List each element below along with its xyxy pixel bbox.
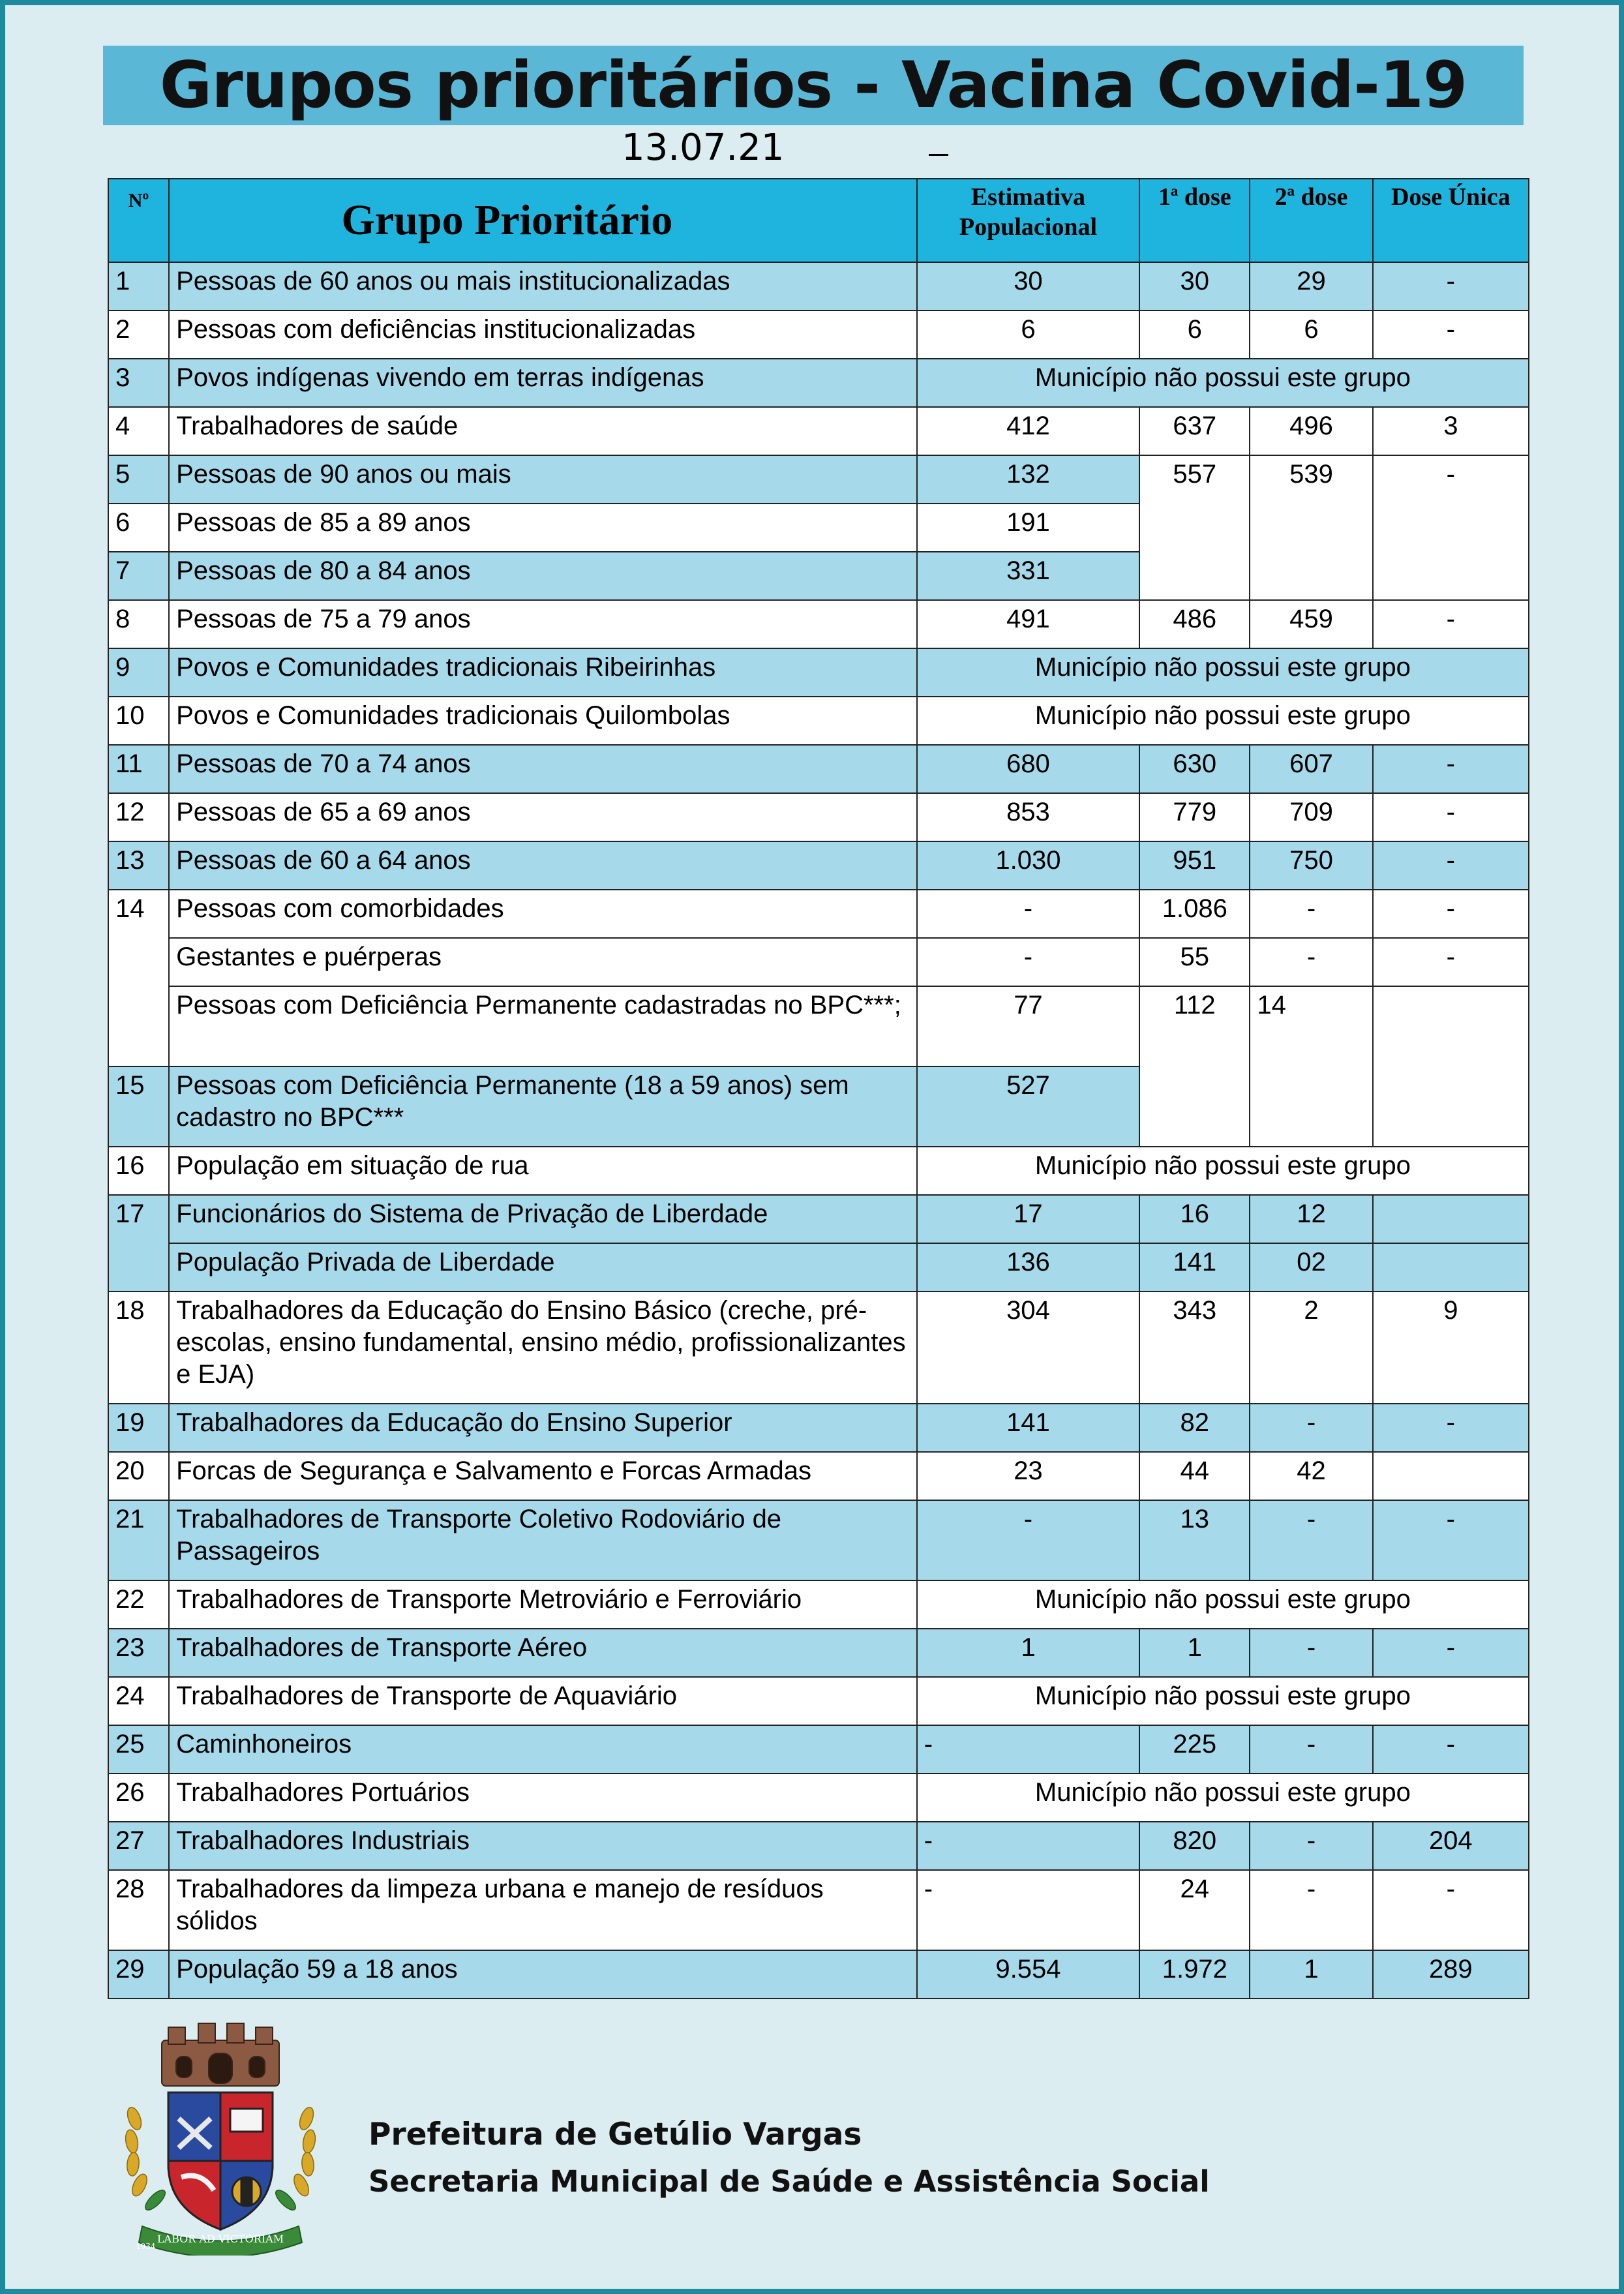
row-group: Trabalhadores da Educação do Ensino Superior	[169, 1404, 917, 1452]
row-group: Funcionários do Sistema de Privação de Liberdade	[169, 1195, 917, 1243]
row-dose2: 42	[1250, 1452, 1372, 1500]
row-dose1: 486	[1139, 600, 1250, 648]
row-dose2: -	[1250, 1725, 1372, 1773]
row-dose1: 82	[1139, 1404, 1250, 1452]
no-group-message: Município não possui este grupo	[917, 1677, 1529, 1725]
table-row	[108, 600, 1529, 648]
row-number: 11	[108, 745, 169, 793]
table-row	[108, 1500, 1529, 1580]
row-dose1: 13	[1139, 1500, 1250, 1580]
no-group-message: Município não possui este grupo	[917, 1773, 1529, 1822]
page-title: Grupos prioritários - Vacina Covid-19	[103, 46, 1524, 125]
row-dose2: 750	[1250, 841, 1372, 890]
row-dose2: -	[1250, 1870, 1372, 1950]
row-estimate: 136	[917, 1243, 1139, 1291]
row-number: 18	[108, 1291, 169, 1404]
row-group: População Privada de Liberdade	[169, 1243, 917, 1291]
row-single-dose: 204	[1373, 1822, 1529, 1870]
row-dose2: 6	[1250, 310, 1372, 359]
header-dose2: 2ª dose	[1250, 179, 1372, 262]
row-dose1: 820	[1139, 1822, 1250, 1870]
row-single-dose: 9	[1373, 1291, 1529, 1404]
row-single-dose	[1373, 1452, 1529, 1500]
row-single-dose: -	[1373, 310, 1529, 359]
row-dose1: 343	[1139, 1291, 1250, 1404]
row-group: Povos e Comunidades tradicionais Quilombolas	[169, 697, 917, 745]
row-number: 9	[108, 648, 169, 697]
shield-icon	[168, 2092, 273, 2229]
row-estimate: 23	[917, 1452, 1139, 1500]
header-single-dose: Dose Única	[1373, 179, 1529, 262]
municipal-crest-logo	[116, 2021, 325, 2256]
row-dose2: -	[1250, 1822, 1372, 1870]
row-dose2: 02	[1250, 1243, 1372, 1291]
row-number: 22	[108, 1580, 169, 1629]
row-single-dose: -	[1373, 1404, 1529, 1452]
header-number: Nº	[108, 179, 169, 262]
dash-mark	[929, 154, 948, 156]
row-estimate: -	[917, 1500, 1139, 1580]
row-dose2: 29	[1250, 262, 1372, 310]
table-row	[108, 1580, 1529, 1629]
row-estimate: 9.554	[917, 1950, 1139, 1999]
row-single-dose: -	[1373, 1629, 1529, 1677]
row-number: 12	[108, 793, 169, 841]
row-group: População 59 a 18 anos	[169, 1950, 917, 1999]
row-number: 5	[108, 455, 169, 504]
table-row	[108, 1870, 1529, 1950]
merged-dose2-80plus: 539	[1250, 455, 1372, 600]
table-row	[108, 359, 1529, 407]
row-single-dose: -	[1373, 600, 1529, 648]
mural-crown-icon	[162, 2023, 279, 2086]
table-row	[108, 1629, 1529, 1677]
row-dose2: 459	[1250, 600, 1372, 648]
no-group-message: Município não possui este grupo	[917, 648, 1529, 697]
row-group: Povos e Comunidades tradicionais Ribeirinhas	[169, 648, 917, 697]
row-number: 7	[108, 552, 169, 600]
row-group: Pessoas de 70 a 74 anos	[169, 745, 917, 793]
priority-groups-table	[108, 178, 1529, 1999]
row-estimate: -	[917, 1725, 1139, 1773]
row-group: Pessoas de 60 a 64 anos	[169, 841, 917, 890]
row-number: 28	[108, 1870, 169, 1950]
row-estimate: 191	[917, 504, 1139, 552]
table-row	[108, 1677, 1529, 1725]
merged-dose1-deficiency: 112	[1139, 986, 1250, 1147]
row-estimate: 491	[917, 600, 1139, 648]
row-dose1: 1	[1139, 1629, 1250, 1677]
crest-motto-text: LABOR AD VICTORIAM	[157, 2233, 284, 2245]
row-group: Pessoas de 75 a 79 anos	[169, 600, 917, 648]
header-dose1: 1ª dose	[1139, 179, 1250, 262]
row-dose1: 779	[1139, 793, 1250, 841]
table-row	[108, 1822, 1529, 1870]
table-row	[108, 1950, 1529, 1999]
table-row	[108, 1291, 1529, 1404]
row-group: Trabalhadores da Educação do Ensino Básico (creche, pré-escolas, ensino fundamental, ensino médio, profissionalizantes e EJA)	[169, 1291, 917, 1404]
no-group-message: Município não possui este grupo	[917, 1147, 1529, 1195]
merged-single-deficiency	[1373, 986, 1529, 1147]
row-number: 14	[108, 890, 169, 1066]
row-estimate: 132	[917, 455, 1139, 504]
row-group: Pessoas com Deficiência Permanente cadastradas no BPC***;	[169, 986, 917, 1066]
row-dose1: 44	[1139, 1452, 1250, 1500]
row-dose2: -	[1250, 1500, 1372, 1580]
row-dose1: 630	[1139, 745, 1250, 793]
row-single-dose: -	[1373, 938, 1529, 986]
row-dose2: 1	[1250, 1950, 1372, 1999]
row-dose1: 225	[1139, 1725, 1250, 1773]
merged-dose2-deficiency: 14	[1250, 986, 1372, 1147]
row-number: 4	[108, 407, 169, 455]
row-number: 19	[108, 1404, 169, 1452]
row-estimate: 527	[917, 1066, 1139, 1147]
row-number: 8	[108, 600, 169, 648]
merged-single-80plus: -	[1373, 455, 1529, 600]
row-number: 13	[108, 841, 169, 890]
table-row	[108, 1725, 1529, 1773]
table-row	[108, 1195, 1529, 1243]
table-row	[108, 986, 1529, 1066]
row-estimate: 6	[917, 310, 1139, 359]
row-number: 29	[108, 1950, 169, 1999]
row-single-dose: 3	[1373, 407, 1529, 455]
row-estimate: -	[917, 890, 1139, 938]
row-single-dose: -	[1373, 890, 1529, 938]
row-group: Trabalhadores da limpeza urbana e manejo de resíduos sólidos	[169, 1870, 917, 1950]
row-estimate: 17	[917, 1195, 1139, 1243]
row-number: 16	[108, 1147, 169, 1195]
row-group: Trabalhadores de saúde	[169, 407, 917, 455]
row-dose2: -	[1250, 938, 1372, 986]
table-row	[108, 262, 1529, 310]
row-single-dose: -	[1373, 793, 1529, 841]
row-single-dose: -	[1373, 1725, 1529, 1773]
row-group: Pessoas de 80 a 84 anos	[169, 552, 917, 600]
table-row	[108, 1404, 1529, 1452]
table-row	[108, 1773, 1529, 1822]
row-group: Pessoas de 65 a 69 anos	[169, 793, 917, 841]
row-number: 20	[108, 1452, 169, 1500]
row-single-dose: -	[1373, 841, 1529, 890]
row-dose1: 55	[1139, 938, 1250, 986]
report-date: 13.07.21	[622, 127, 785, 169]
table-row	[108, 938, 1529, 986]
row-group: Gestantes e puérperas	[169, 938, 917, 986]
row-estimate: -	[917, 1870, 1139, 1950]
row-number: 1	[108, 262, 169, 310]
no-group-message: Município não possui este grupo	[917, 1580, 1529, 1629]
row-dose1: 6	[1139, 310, 1250, 359]
row-number: 6	[108, 504, 169, 552]
row-single-dose: 289	[1373, 1950, 1529, 1999]
row-number: 26	[108, 1773, 169, 1822]
row-group: Pessoas de 90 anos ou mais	[169, 455, 917, 504]
merged-dose1-80plus: 557	[1139, 455, 1250, 600]
row-dose2: -	[1250, 1404, 1372, 1452]
table-row	[108, 697, 1529, 745]
row-group: Trabalhadores Industriais	[169, 1822, 917, 1870]
no-group-message: Município não possui este grupo	[917, 359, 1529, 407]
row-dose1: 30	[1139, 262, 1250, 310]
table-row	[108, 648, 1529, 697]
row-number: 15	[108, 1066, 169, 1147]
row-estimate: 77	[917, 986, 1139, 1066]
row-dose1: 1.972	[1139, 1950, 1250, 1999]
row-group: Pessoas com deficiências institucionalizadas	[169, 310, 917, 359]
row-estimate: 304	[917, 1291, 1139, 1404]
row-estimate: 331	[917, 552, 1139, 600]
row-number: 25	[108, 1725, 169, 1773]
row-group: Caminhoneiros	[169, 1725, 917, 1773]
row-single-dose: -	[1373, 1870, 1529, 1950]
row-dose2: -	[1250, 1629, 1372, 1677]
header-estimate: Estimativa Populacional	[917, 179, 1139, 262]
row-dose1: 24	[1139, 1870, 1250, 1950]
row-estimate: 1	[917, 1629, 1139, 1677]
row-estimate: -	[917, 1822, 1139, 1870]
row-group: Pessoas com comorbidades	[169, 890, 917, 938]
table-row	[108, 407, 1529, 455]
row-single-dose	[1373, 1195, 1529, 1243]
row-estimate: 412	[917, 407, 1139, 455]
row-group: Trabalhadores de Transporte de Aquaviário	[169, 1677, 917, 1725]
table-row	[108, 890, 1529, 938]
row-number: 10	[108, 697, 169, 745]
row-group: Pessoas com Deficiência Permanente (18 a 59 anos) sem cadastro no BPC***	[169, 1066, 917, 1147]
table-row	[108, 1147, 1529, 1195]
row-dose2: 607	[1250, 745, 1372, 793]
row-dose1: 141	[1139, 1243, 1250, 1291]
row-estimate: 30	[917, 262, 1139, 310]
no-group-message: Município não possui este grupo	[917, 697, 1529, 745]
table-row	[108, 1243, 1529, 1291]
row-number: 21	[108, 1500, 169, 1580]
table-row	[108, 310, 1529, 359]
row-dose2: 709	[1250, 793, 1372, 841]
row-number: 27	[108, 1822, 169, 1870]
row-single-dose: -	[1373, 745, 1529, 793]
row-dose1: 16	[1139, 1195, 1250, 1243]
row-number: 24	[108, 1677, 169, 1725]
row-group: População em situação de rua	[169, 1147, 917, 1195]
row-number: 23	[108, 1629, 169, 1677]
row-dose1: 637	[1139, 407, 1250, 455]
table-row	[108, 793, 1529, 841]
table-row	[108, 455, 1529, 504]
row-number: 2	[108, 310, 169, 359]
row-group: Trabalhadores de Transporte Metroviário e Ferroviário	[169, 1580, 917, 1629]
row-group: Povos indígenas vivendo em terras indígenas	[169, 359, 917, 407]
footer-organization: Prefeitura de Getúlio Vargas	[368, 2117, 862, 2152]
row-number: 3	[108, 359, 169, 407]
row-estimate: 141	[917, 1404, 1139, 1452]
row-estimate: 853	[917, 793, 1139, 841]
row-group: Trabalhadores de Transporte Aéreo	[169, 1629, 917, 1677]
row-group: Trabalhadores de Transporte Coletivo Rodoviário de Passageiros	[169, 1500, 917, 1580]
row-group: Pessoas de 60 anos ou mais institucionalizadas	[169, 262, 917, 310]
row-group: Forcas de Segurança e Salvamento e Forcas Armadas	[169, 1452, 917, 1500]
footer-department: Secretaria Municipal de Saúde e Assistência Social	[368, 2164, 1210, 2199]
row-single-dose: -	[1373, 262, 1529, 310]
crest-year-text: 1934	[136, 2242, 156, 2251]
row-group: Trabalhadores Portuários	[169, 1773, 917, 1822]
table-row	[108, 1452, 1529, 1500]
table-row	[108, 841, 1529, 890]
row-single-dose	[1373, 1243, 1529, 1291]
table-row	[108, 745, 1529, 793]
header-group: Grupo Prioritário	[169, 179, 917, 262]
row-dose2: -	[1250, 890, 1372, 938]
row-dose2: 2	[1250, 1291, 1372, 1404]
row-dose2: 12	[1250, 1195, 1372, 1243]
row-single-dose: -	[1373, 1500, 1529, 1580]
row-estimate: -	[917, 938, 1139, 986]
row-group: Pessoas de 85 a 89 anos	[169, 504, 917, 552]
row-dose1: 1.086	[1139, 890, 1250, 938]
row-estimate: 1.030	[917, 841, 1139, 890]
row-dose2: 496	[1250, 407, 1372, 455]
row-dose1: 951	[1139, 841, 1250, 890]
row-estimate: 680	[917, 745, 1139, 793]
row-number: 17	[108, 1195, 169, 1291]
